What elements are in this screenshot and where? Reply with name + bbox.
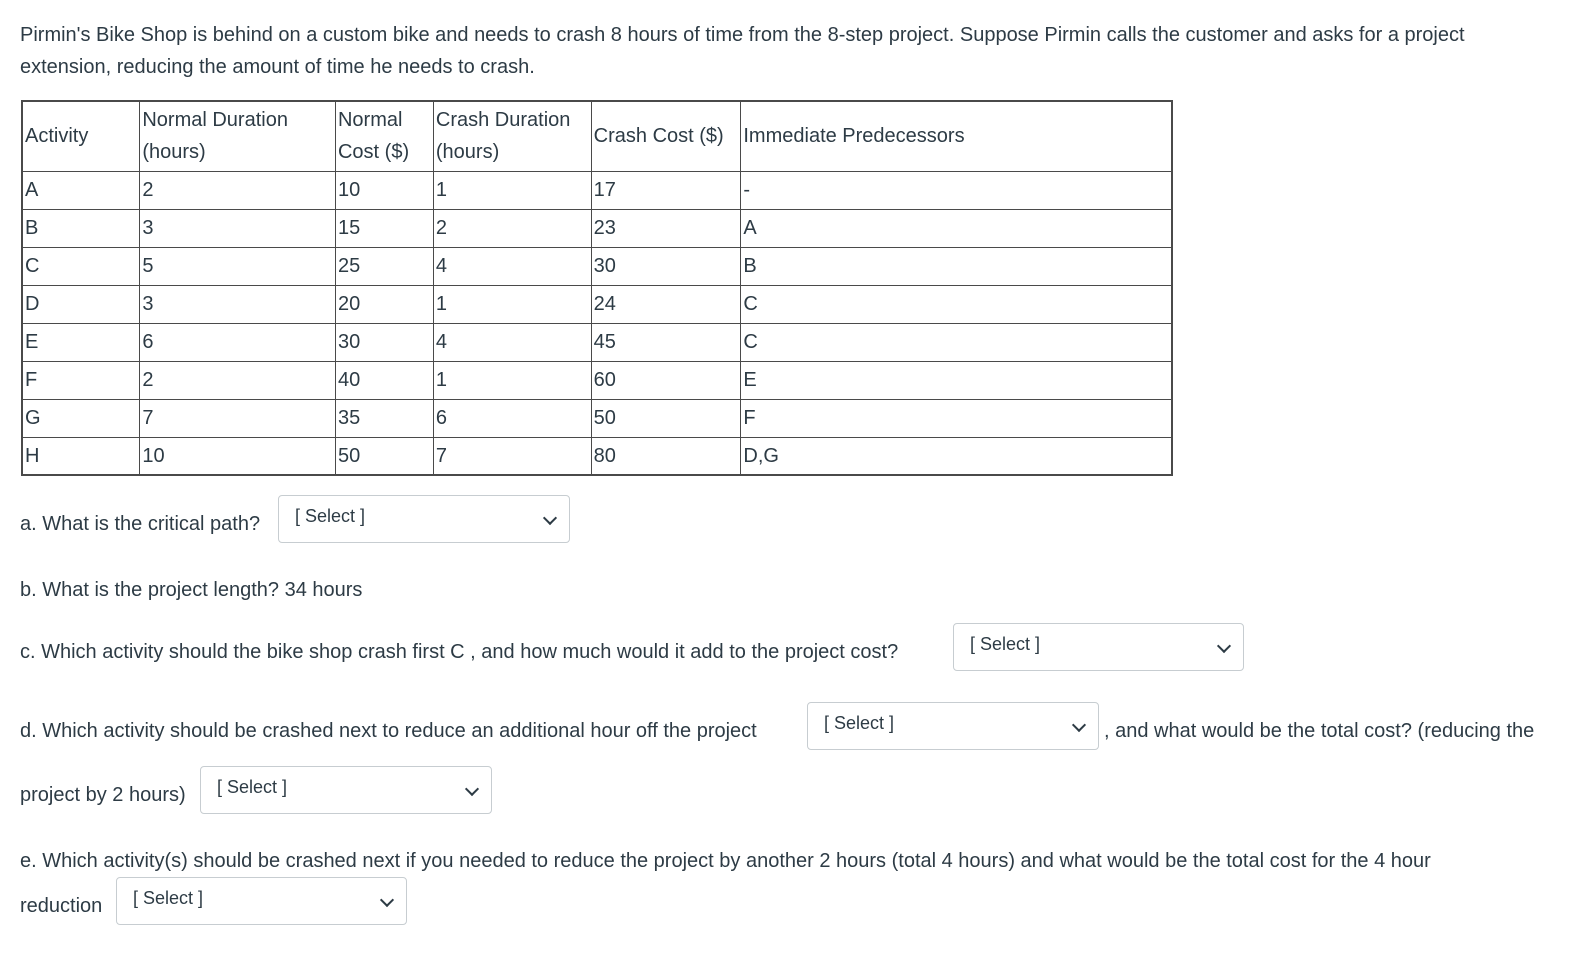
table-row: [22, 361, 1172, 399]
cell-normal-duration: 2: [140, 361, 336, 399]
cell-normal-cost: 50: [335, 437, 433, 475]
cell-activity: D: [22, 285, 140, 323]
cell-normal-cost: 35: [335, 399, 433, 437]
table-row: [22, 437, 1172, 475]
question-a-select[interactable]: [278, 495, 570, 543]
header-predecessors: Immediate Predecessors: [741, 101, 1172, 171]
cell-crash-duration: 1: [433, 361, 591, 399]
header-crash-cost: Crash Cost ($): [591, 101, 741, 171]
cell-activity: C: [22, 247, 140, 285]
cell-normal-duration: 3: [140, 209, 336, 247]
question-e-select-value: [ Select ]: [133, 888, 204, 908]
question-e-select[interactable]: [116, 877, 407, 925]
chevron-down-icon: [543, 511, 557, 525]
question-d-select-activity[interactable]: [807, 702, 1099, 750]
question-d-select-activity-value: [ Select ]: [824, 713, 895, 733]
cell-crash-cost: 60: [591, 361, 741, 399]
cell-normal-cost: 15: [335, 209, 433, 247]
cell-crash-duration: 1: [433, 285, 591, 323]
cell-activity: A: [22, 171, 140, 209]
cell-crash-cost: 23: [591, 209, 741, 247]
header-activity: Activity: [22, 101, 140, 171]
table-header-row: [22, 101, 1172, 171]
question-d-select-cost-value: [ Select ]: [217, 777, 288, 797]
cell-normal-cost: 40: [335, 361, 433, 399]
cell-normal-duration: 10: [140, 437, 336, 475]
cell-crash-cost: 17: [591, 171, 741, 209]
question-d-text-3: project by 2 hours): [20, 784, 186, 806]
question-d-select-cost[interactable]: [200, 766, 492, 814]
cell-normal-duration: 2: [140, 171, 336, 209]
cell-crash-duration: 2: [433, 209, 591, 247]
cell-crash-cost: 80: [591, 437, 741, 475]
cell-predecessors: E: [741, 361, 1172, 399]
table-row: [22, 247, 1172, 285]
cell-predecessors: C: [741, 323, 1172, 361]
table-row: [22, 285, 1172, 323]
chevron-down-icon: [380, 893, 394, 907]
cell-activity: E: [22, 323, 140, 361]
question-a-select-value: [ Select ]: [295, 506, 366, 526]
cell-activity: F: [22, 361, 140, 399]
chevron-down-icon: [465, 782, 479, 796]
cell-activity: B: [22, 209, 140, 247]
header-normal-duration: Normal Duration (hours): [140, 101, 336, 171]
activity-table: [21, 100, 1173, 476]
cell-activity: H: [22, 437, 140, 475]
cell-predecessors: -: [741, 171, 1172, 209]
question-b-text: b. What is the project length? 34 hours: [20, 579, 363, 601]
header-crash-duration: Crash Duration (hours): [433, 101, 591, 171]
cell-crash-cost: 45: [591, 323, 741, 361]
cell-crash-duration: 1: [433, 171, 591, 209]
cell-crash-duration: 7: [433, 437, 591, 475]
cell-normal-cost: 30: [335, 323, 433, 361]
cell-normal-duration: 5: [140, 247, 336, 285]
cell-crash-duration: 4: [433, 247, 591, 285]
question-c-text: c. Which activity should the bike shop crash first C , and how much would it add to the project cost?: [20, 641, 899, 663]
question-d-text-1: d. Which activity should be crashed next to reduce an additional hour off the project: [20, 720, 757, 742]
cell-normal-cost: 20: [335, 285, 433, 323]
chevron-down-icon: [1217, 639, 1231, 653]
cell-predecessors: F: [741, 399, 1172, 437]
table-row: [22, 399, 1172, 437]
question-e-text-1: e. Which activity(s) should be crashed next if you needed to reduce the project by another 2 hours (total 4 hours) and what would be the total cost for the 4 hour: [20, 850, 1431, 872]
cell-crash-duration: 6: [433, 399, 591, 437]
header-normal-cost: Normal Cost ($): [335, 101, 433, 171]
cell-predecessors: B: [741, 247, 1172, 285]
question-c-select[interactable]: [953, 623, 1244, 671]
cell-crash-duration: 4: [433, 323, 591, 361]
question-d-text-2: , and what would be the total cost? (reducing the: [1104, 720, 1535, 742]
table-row: [22, 171, 1172, 209]
question-e-text-2: reduction: [20, 895, 103, 917]
cell-normal-duration: 3: [140, 285, 336, 323]
cell-normal-duration: 7: [140, 399, 336, 437]
intro-paragraph: Pirmin's Bike Shop is behind on a custom bike and needs to crash 8 hours of time from the 8-step project. Suppose Pirmin calls the customer and asks for a project extension, reducing the amount of time he needs to crash.: [20, 24, 1465, 78]
cell-predecessors: A: [741, 209, 1172, 247]
cell-normal-duration: 6: [140, 323, 336, 361]
cell-crash-cost: 24: [591, 285, 741, 323]
cell-crash-cost: 50: [591, 399, 741, 437]
cell-predecessors: C: [741, 285, 1172, 323]
cell-normal-cost: 25: [335, 247, 433, 285]
table-row: [22, 323, 1172, 361]
cell-predecessors: D,G: [741, 437, 1172, 475]
cell-normal-cost: 10: [335, 171, 433, 209]
question-c-select-value: [ Select ]: [970, 634, 1041, 654]
cell-activity: G: [22, 399, 140, 437]
table-row: [22, 209, 1172, 247]
question-a-text: a. What is the critical path?: [20, 513, 261, 535]
chevron-down-icon: [1072, 718, 1086, 732]
cell-crash-cost: 30: [591, 247, 741, 285]
